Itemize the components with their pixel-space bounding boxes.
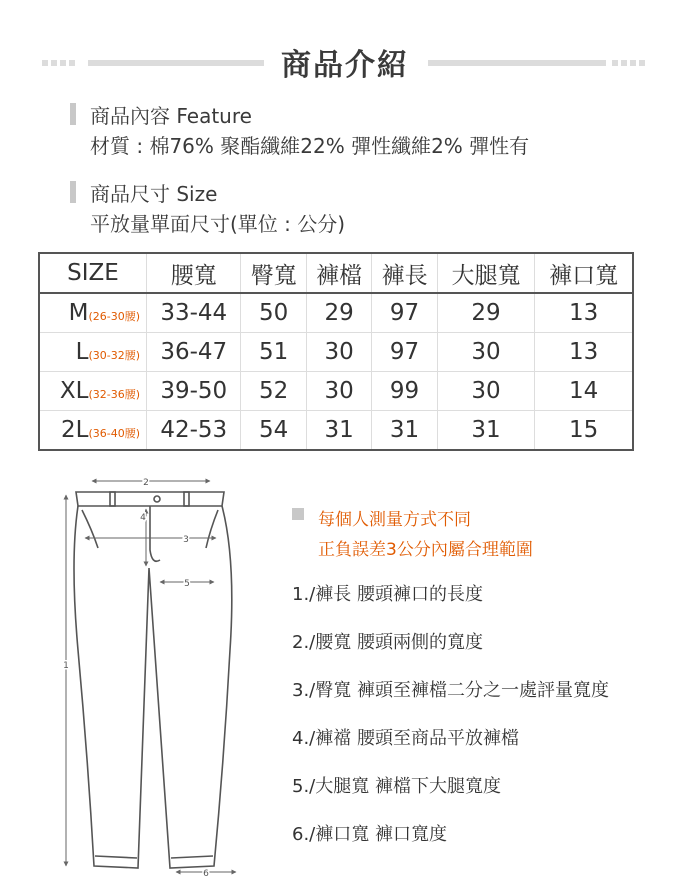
table-cell: 99: [372, 372, 437, 411]
label-6: 6: [203, 869, 209, 879]
column-header: 腰寬: [147, 253, 241, 293]
table-cell: 15: [535, 411, 633, 451]
table-cell: 30: [306, 333, 371, 372]
table-cell: 50: [241, 293, 306, 333]
waist-range: (32-36腰): [88, 388, 140, 401]
table-cell: 54: [241, 411, 306, 451]
column-header: 褲口寬: [535, 253, 633, 293]
table-cell: 29: [306, 293, 371, 333]
column-header: 褲檔: [306, 253, 371, 293]
measurement-item: 1./褲長 腰頭褲口的長度: [292, 584, 483, 605]
note-marker: [292, 508, 304, 520]
table-cell: 30: [437, 372, 534, 411]
size-name: XL: [59, 378, 89, 404]
label-4: 4: [140, 513, 146, 523]
column-header: 大腿寬: [437, 253, 534, 293]
feature-heading: 商品內容 Feature: [90, 104, 252, 128]
label-5: 5: [184, 579, 190, 589]
material-text: 材質 : 棉76% 聚酯纖維22% 彈性纖維2% 彈性有: [90, 134, 530, 158]
pants-outline: [74, 492, 232, 868]
waist-range: (30-32腰): [88, 349, 140, 362]
page-title: 商品介紹: [281, 48, 409, 83]
table-cell: 42-53: [147, 411, 241, 451]
table-cell: 13: [535, 333, 633, 372]
table-cell: 30: [437, 333, 534, 372]
table-cell: 31: [437, 411, 534, 451]
note-line-2: 正負誤差3公分內屬合理範圍: [318, 540, 533, 560]
size-heading: 商品尺寸 Size: [90, 182, 218, 206]
table-cell: 13: [535, 293, 633, 333]
measurement-item: 3./臀寬 褲頭至褲檔二分之一處評量寬度: [292, 680, 609, 701]
measurement-item: 2./腰寬 腰頭兩側的寬度: [292, 632, 483, 653]
column-header: SIZE: [39, 253, 147, 293]
table-cell: 29: [437, 293, 534, 333]
waist-range: (36-40腰): [88, 427, 140, 440]
size-name: M: [68, 300, 89, 326]
table-cell: 14: [535, 372, 633, 411]
size-subheading: 平放量單面尺寸(單位 : 公分): [90, 212, 346, 236]
table-cell: 39-50: [147, 372, 241, 411]
table-cell: 31: [306, 411, 371, 451]
table-cell: 36-47: [147, 333, 241, 372]
table-cell: 31: [372, 411, 437, 451]
table-cell: 52: [241, 372, 306, 411]
column-header: 褲長: [372, 253, 437, 293]
measurement-item: 4./褲襠 腰頭至商品平放褲檔: [292, 728, 519, 749]
label-1: 1: [63, 661, 69, 671]
waist-range: (26-30腰): [88, 310, 140, 323]
size-name: 2L: [61, 417, 89, 443]
table-cell: 30: [306, 372, 371, 411]
table-cell: 97: [372, 333, 437, 372]
measurement-item: 6./褲口寬 褲口寬度: [292, 824, 447, 845]
table-cell: 97: [372, 293, 437, 333]
size-name: L: [75, 339, 89, 365]
note-line-1: 每個人測量方式不同: [318, 510, 471, 530]
table-cell: 51: [241, 333, 306, 372]
label-3: 3: [183, 535, 189, 545]
label-2: 2: [143, 478, 149, 488]
measurement-item: 5./大腿寬 褲檔下大腿寬度: [292, 776, 501, 797]
table-cell: 33-44: [147, 293, 241, 333]
column-header: 臀寬: [241, 253, 306, 293]
